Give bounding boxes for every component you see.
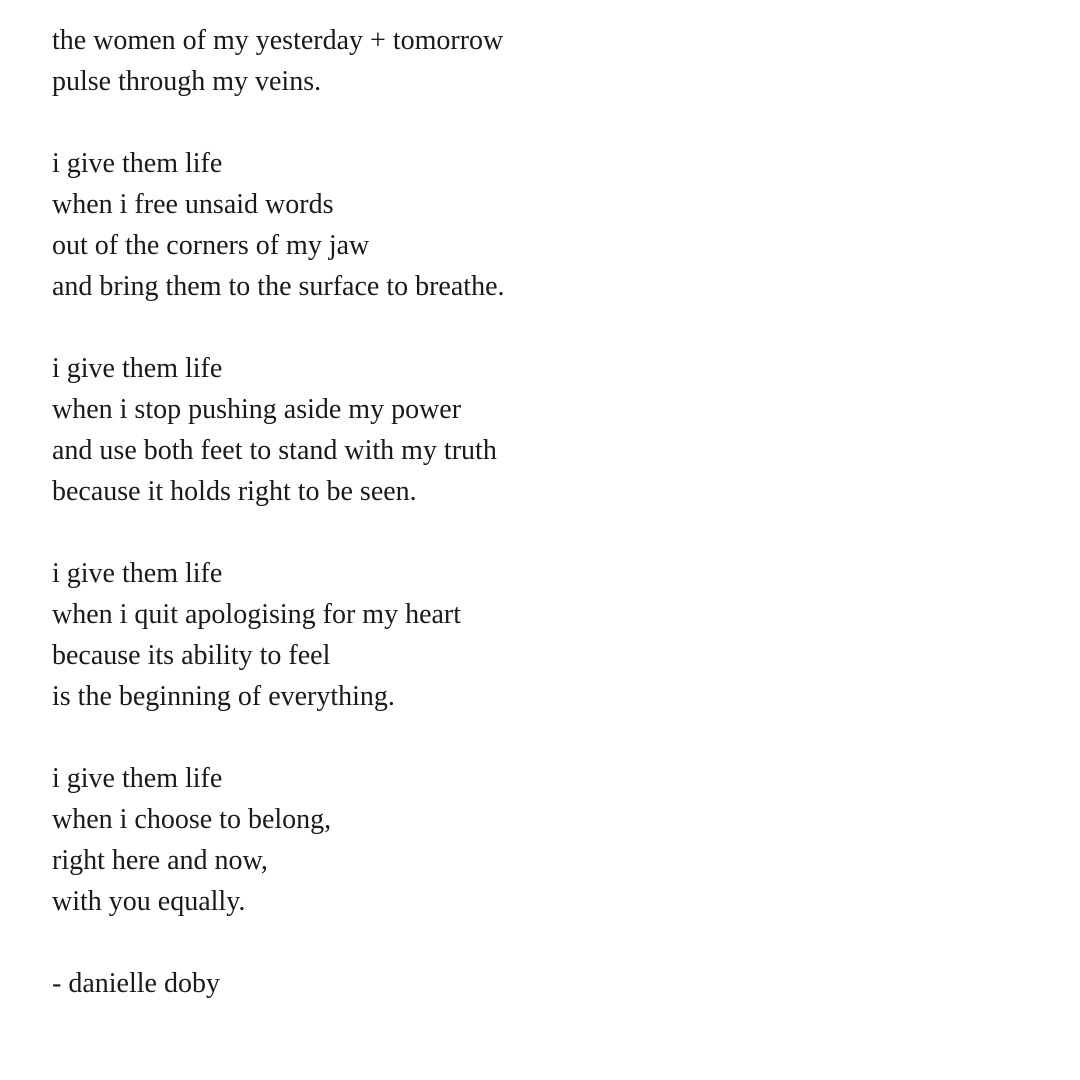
poem-line: when i quit apologising for my heart	[52, 599, 462, 630]
stanza	[52, 758, 1052, 922]
poem-line: the women of my yesterday + tomorrow	[52, 25, 504, 56]
poem-line: because its ability to feel	[52, 640, 331, 671]
stanza	[52, 553, 1052, 717]
poem-line: pulse through my veins.	[52, 66, 322, 97]
poem-line: because it holds right to be seen.	[52, 476, 417, 507]
poem-signature: - danielle doby	[52, 968, 220, 999]
poem-line: out of the corners of my jaw	[52, 230, 370, 261]
poem-line: with you equally.	[52, 886, 246, 917]
poem-line: i give them life	[52, 353, 223, 384]
poem-line: when i stop pushing aside my power	[52, 394, 462, 425]
poem-line: i give them life	[52, 558, 223, 589]
stanza	[52, 20, 1052, 102]
poem-line: right here and now,	[52, 845, 268, 876]
poem-line: i give them life	[52, 148, 223, 179]
poem-line: and use both feet to stand with my truth	[52, 435, 497, 466]
stanza	[52, 348, 1052, 512]
poem	[52, 20, 1052, 1004]
poem-line: i give them life	[52, 763, 223, 794]
poem-line: is the beginning of everything.	[52, 681, 395, 712]
poem-line: when i choose to belong,	[52, 804, 332, 835]
poem-line: when i free unsaid words	[52, 189, 334, 220]
poem-line: and bring them to the surface to breathe.	[52, 271, 505, 302]
stanza	[52, 143, 1052, 307]
